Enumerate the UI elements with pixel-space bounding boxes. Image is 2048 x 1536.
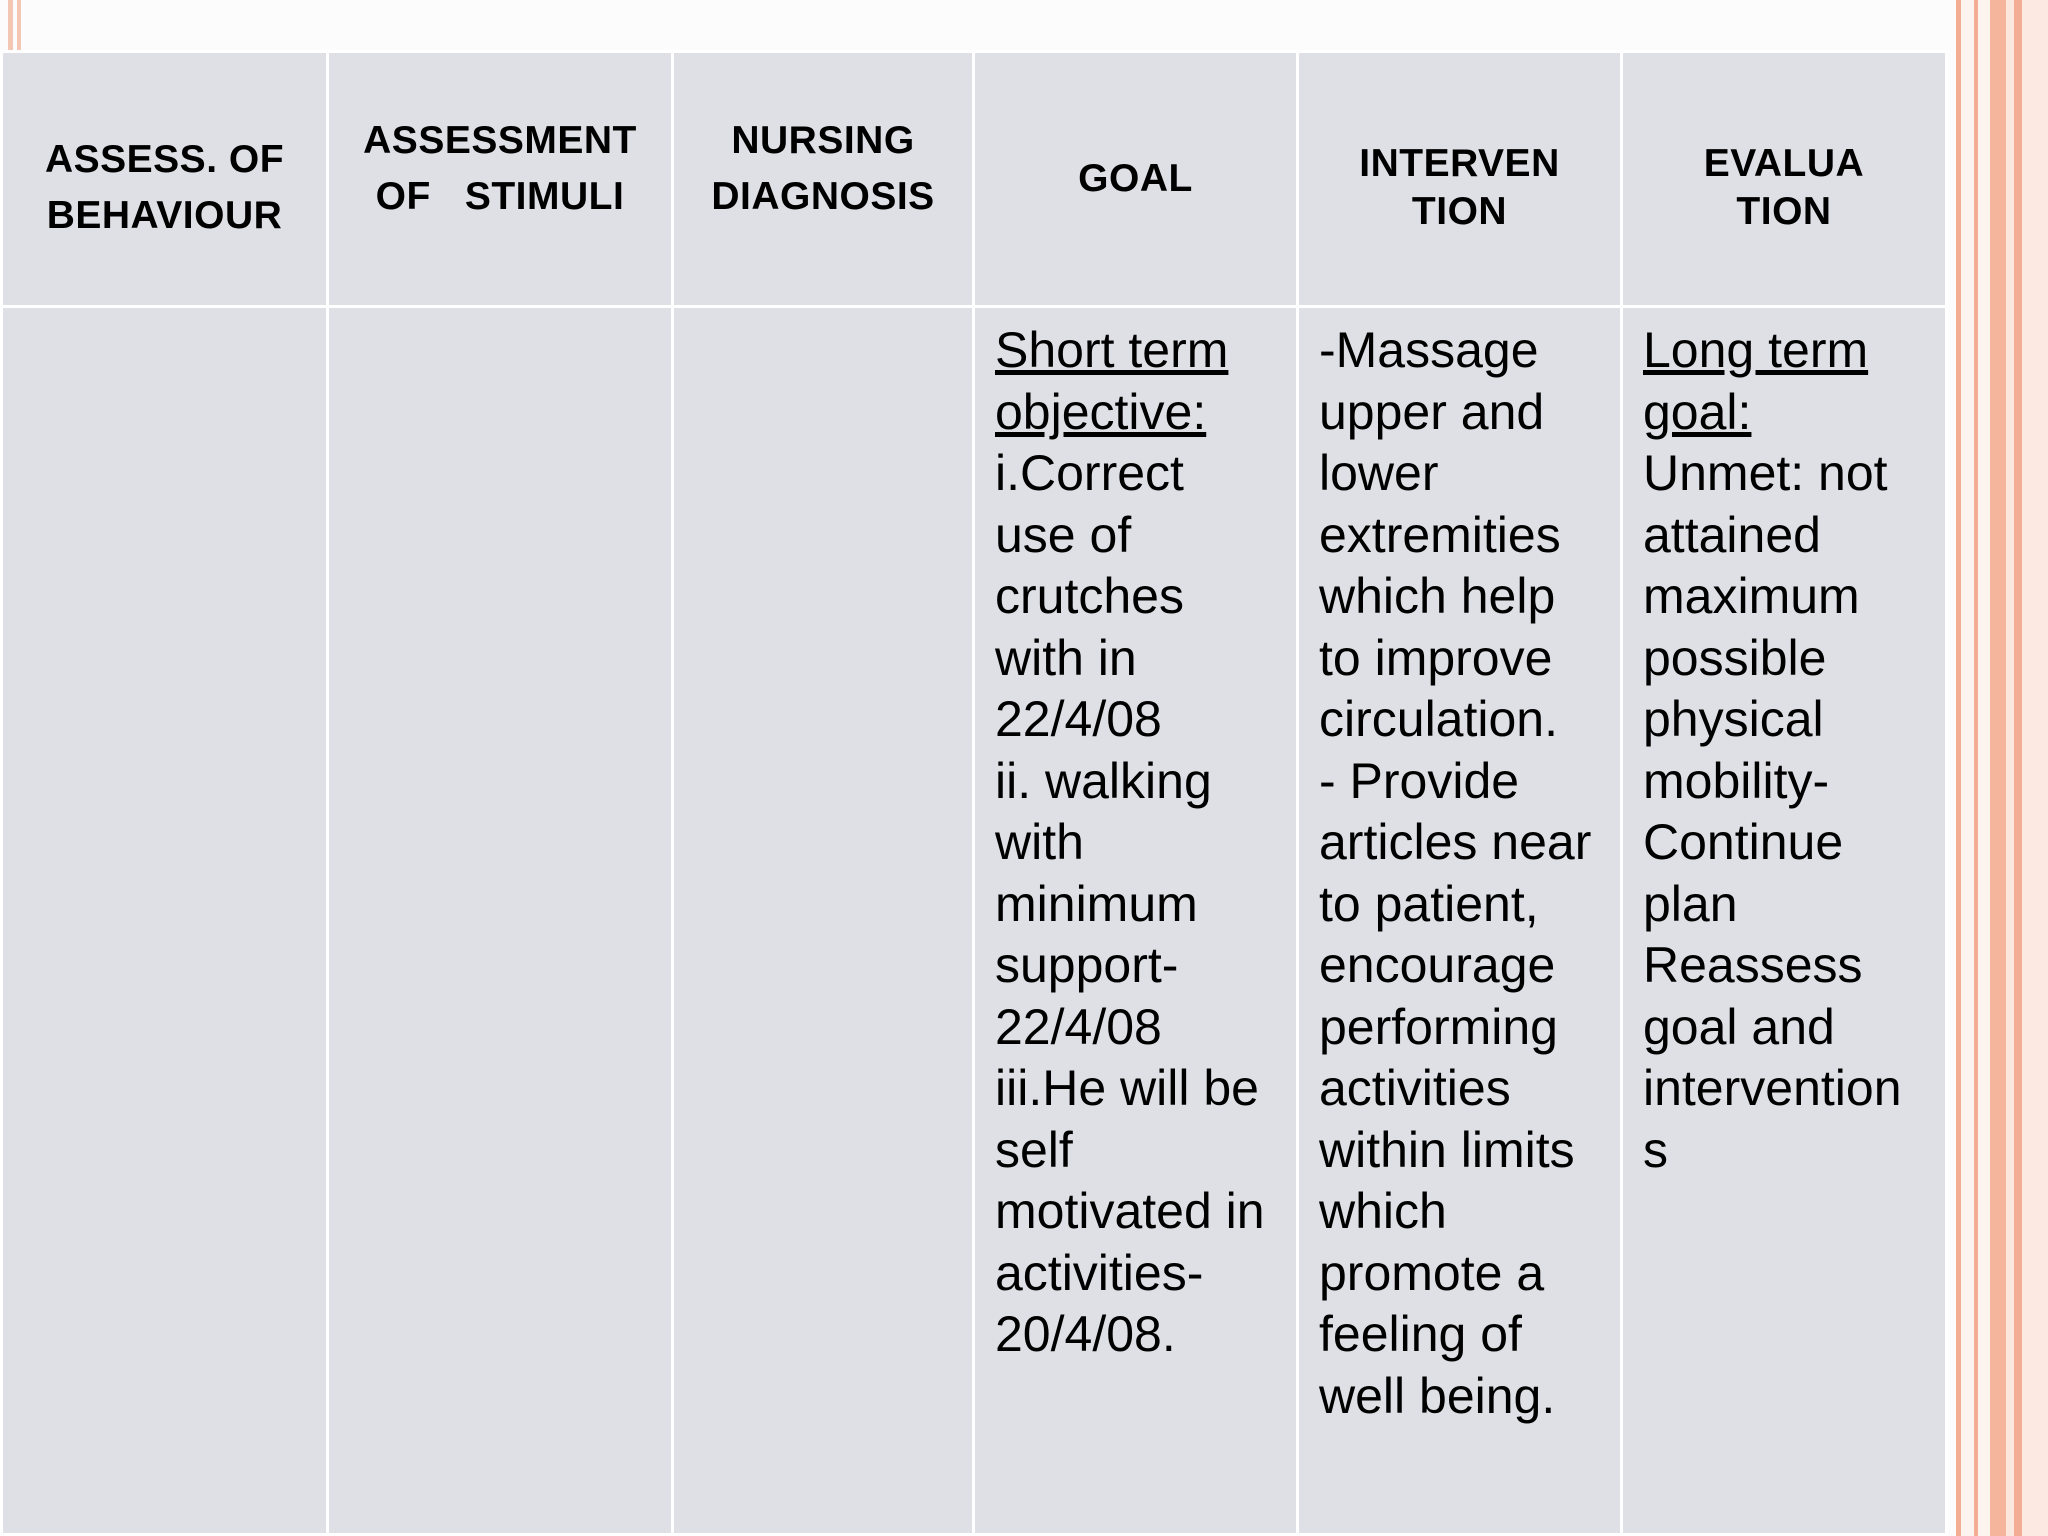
table-body-row	[2, 307, 1947, 1535]
evaluation-heading: Long term goal:	[1643, 322, 1869, 440]
cell-nursing-diagnosis	[673, 307, 974, 1535]
table-header-row	[2, 52, 1947, 307]
cell-assessment-of-stimuli	[328, 307, 673, 1535]
goal-text: i.Correct use of crutches with in 22/4/08 ii. walking with minimum support- 22/4/08 iii.He will be self motivated in activities- 20/4/08.	[995, 445, 1265, 1362]
header-intervention: INTERVEN TION	[1298, 52, 1622, 307]
cell-intervention	[1298, 307, 1622, 1535]
header-goal: GOAL	[974, 52, 1298, 307]
header-assessment-of-behaviour: ASSESS. OF BEHAVIOUR	[2, 52, 328, 307]
slide-accent-left-2	[17, 0, 21, 50]
cell-assessment-of-behaviour	[2, 307, 328, 1535]
cell-evaluation	[1622, 307, 1947, 1535]
intervention-text: -Massage upper and lower extremities which help to improve circulation. - Provide articles near to patient, encourage performing activities within limits which promote a feeling of well being.	[1319, 322, 1592, 1424]
evaluation-text: Unmet: not attained maximum possible physical mobility- Continue plan Reassess goal and intervention s	[1643, 445, 1902, 1178]
header-evaluation: EVALUA TION	[1622, 52, 1947, 307]
header-assessment-of-stimuli: ASSESSMENT OF STIMULI	[328, 52, 673, 307]
header-nursing-diagnosis: NURSING DIAGNOSIS	[673, 52, 974, 307]
nursing-care-plan-table	[0, 50, 1948, 1536]
cell-goal	[974, 307, 1298, 1535]
slide-accent-right	[1956, 0, 2048, 1536]
goal-heading: Short term objective:	[995, 322, 1229, 440]
slide-accent-left	[8, 0, 13, 50]
